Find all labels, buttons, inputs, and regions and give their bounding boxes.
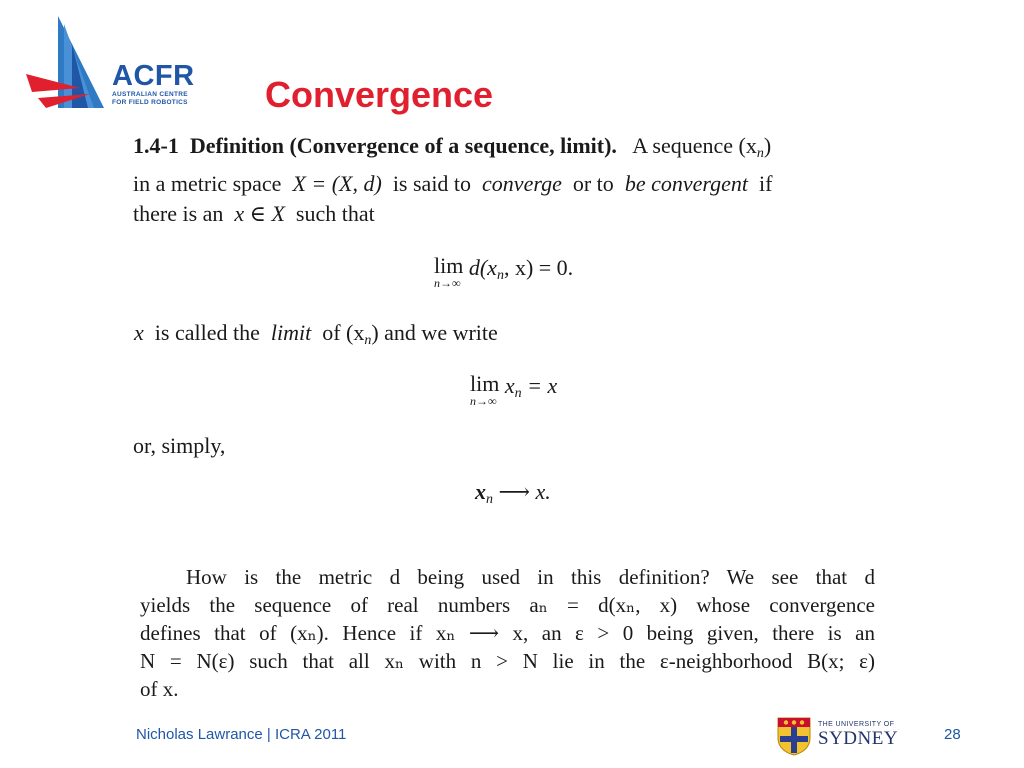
- equation-arrow: [475, 479, 551, 508]
- lim-text: lim: [434, 253, 464, 278]
- definition-line-2: [133, 171, 772, 197]
- acfr-logo-text: [112, 62, 195, 107]
- eq-tail: = x: [527, 373, 558, 398]
- explanation-paragraph: [140, 563, 875, 703]
- definition-number: 1.4-1: [133, 133, 179, 158]
- text: is said to: [392, 171, 472, 196]
- explanation-line-3: defines that of (xₙ). Hence if xₙ ⟶ x, an ε > 0 being given, there is an: [140, 621, 875, 645]
- limit-line: [134, 320, 498, 354]
- text: ) and we write: [371, 320, 498, 345]
- subscript: n: [364, 333, 372, 348]
- equation-limit-xn: [470, 373, 557, 407]
- acfr-logo-icon: [24, 14, 110, 110]
- text: or to: [572, 171, 614, 196]
- university-small-text: THE UNIVERSITY OF: [818, 721, 895, 728]
- logo-name: ACFR: [112, 60, 195, 92]
- subscript: n: [486, 492, 493, 507]
- subscript: n: [496, 268, 504, 283]
- text: of (x: [322, 320, 365, 345]
- university-crest-icon: [776, 716, 812, 756]
- var-x: x: [134, 320, 144, 345]
- text: if: [759, 171, 773, 196]
- university-wordmark: [818, 720, 898, 749]
- explanation-line-2: yields the sequence of real numbers aₙ = d(xₙ, x) whose convergence: [140, 593, 875, 617]
- term-limit: limit: [270, 320, 312, 345]
- var-x: x: [475, 479, 486, 504]
- slide-title: Convergence: [265, 74, 494, 115]
- term-convergent: be convergent: [624, 171, 748, 196]
- university-big-text: SYDNEY: [818, 728, 899, 749]
- definition-paragraph: [133, 133, 772, 231]
- footer-author: Nicholas Lawrance | ICRA 2011: [136, 726, 347, 743]
- explanation-line-4: N = N(ε) such that all xₙ with n > N lie in the ε-neighborhood B(x; ε): [140, 649, 875, 673]
- or-simply-line: or, simply,: [133, 433, 226, 458]
- var-x: x: [504, 373, 515, 398]
- definition-line-1: [133, 133, 772, 167]
- logo-sub-line2: FOR FIELD ROBOTICS: [112, 99, 188, 106]
- paren: ): [763, 133, 772, 158]
- lim-text: lim: [470, 371, 500, 396]
- eq-body: d(x: [468, 255, 497, 280]
- logo-sub-line1: AUSTRALIAN CENTRE: [112, 91, 188, 98]
- page-number: 28: [944, 726, 961, 743]
- eq-body-end: , x) = 0.: [503, 255, 574, 280]
- definition-heading: Definition (Convergence of a sequence, limit).: [189, 133, 617, 158]
- text: such that: [295, 201, 375, 226]
- lim-subscript: n→∞: [434, 276, 461, 290]
- subscript: n: [514, 386, 522, 401]
- eq-tail: ⟶ x.: [498, 479, 551, 504]
- definition-line1-tail: A sequence (x: [632, 133, 757, 158]
- lim-operator: [470, 373, 499, 407]
- lim-subscript: n→∞: [470, 394, 497, 408]
- lim-operator: [434, 255, 463, 289]
- term-converge: converge: [482, 171, 562, 196]
- definition-line-3: [133, 201, 772, 227]
- explanation-line-5: of x.: [140, 677, 179, 701]
- text: there is an: [133, 201, 224, 226]
- math-space: X = (X, d): [292, 171, 382, 196]
- subscript: n: [756, 146, 764, 161]
- text: is called the: [154, 320, 260, 345]
- explanation-line-1: How is the metric d being used in this definition? We see that d: [186, 565, 875, 589]
- text: in a metric space: [133, 171, 282, 196]
- equation-limit-distance: [434, 255, 573, 289]
- math-membership: x ∈ X: [234, 201, 285, 226]
